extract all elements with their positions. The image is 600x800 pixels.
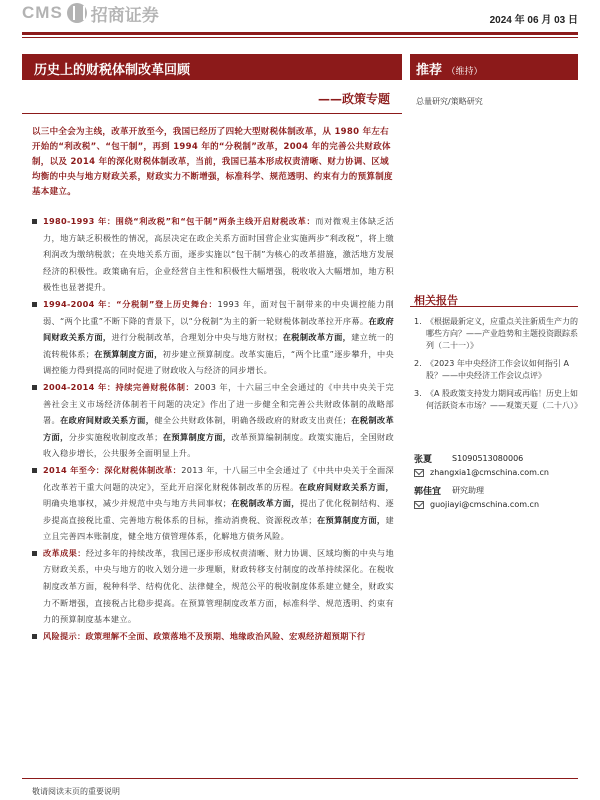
analyst-email[interactable]: guojiayi@cmschina.com.cn	[430, 500, 540, 509]
report-body	[32, 213, 394, 644]
bullet-emphasis: 在预算制度方面，	[94, 348, 163, 359]
footer-rule	[22, 778, 578, 779]
company-logo	[22, 2, 159, 24]
related-report-item[interactable]: 1. 《根据最新定义，应重点关注新质生产力的哪些方向？——产业趋势和主题投资跟踪系列（二十一）》	[414, 317, 578, 350]
bullet-text: 经过多年的持续改革，我国已逐步形成权责清晰、财力协调、区域均衡的中央与地方财政关系，中央与地方的收入划分进一步理顺，财政转移支付制度的改革持续深化。在税收制度改革方面，税种科学、结构优化、法律健全，规范公平的税收制度体系建立健全，财政实力不断增强，直接税占比稳步提高。在预算管理制度改革方面，标准科学、规范透明、约束有力的预算制度基本建立。	[43, 547, 394, 625]
report-subtitle: ——政策专题	[317, 92, 390, 106]
related-report-item[interactable]: 3. 《A 股政策支持发力期间或再临！历史上如何活跃资本市场？——观策天夏（二十八）》	[414, 389, 582, 410]
mail-icon	[414, 501, 424, 509]
related-reports-list	[414, 316, 582, 418]
analyst-name: 郭佳宜	[414, 487, 442, 497]
bullet-text: 2003 年，十六届三中全会通过的《中共中央关于完善社会主义市场经济体制若干问题的决定》作出了进一步健全和完善公共财政体制的战略部署。	[43, 381, 394, 426]
analyst-id: 研究助理	[452, 486, 484, 495]
analyst-name: 张夏	[414, 455, 433, 465]
bullet-text: 提出了优化税制结构、逐步提高直接税比重、完善地方税体系的目标，推动消费税、资源税改革；	[43, 498, 394, 525]
bullet-text: 2013 年，十八届三中全会通过了《中共中央关于全面深化改革若干重大问题的决定》，至此开启深化财税体制改革的历程。	[43, 464, 394, 492]
bullet-emphasis: 在税制改革方面，	[282, 332, 352, 343]
report-abstract: 以三中全会为主线，改革开放至今，我国已经历了四轮大型财税体制改革，从 1980 年左右开始的“利改税”、“包干制”，再到 1994 年的“分税制”改革，2004 年的完善公共财政体制，以及 2014 年的深化财税体制改革，当前，我国已基本形成权责清晰、财力协调、区域均衡的中央与地方财政关系，财政实力不断增强，标准科学、规范透明、约束有力的预算制度基本建立。	[32, 127, 393, 197]
rating	[416, 59, 483, 78]
bullet-text: 1993 年，面对包干制带来的中央调控能力削弱、“两个比重”不断下降的背景下，以“分税制”为主的新一轮财税体制改革拉开序幕。	[43, 298, 394, 326]
report-date: 2024 年 06 月 03 日	[489, 15, 578, 26]
bullet-item	[32, 379, 394, 462]
report-title: 历史上的财税体制改革回顾	[34, 63, 191, 78]
bullet-text: 而对微观主体缺乏活力，地方缺乏积极性的情况，高层决定在政企关系方面时国营企业实施两步“利改税”，将上缴利润改为缴纳税款；在央地关系方面，逐步实施以“包干制”为核心的改革措施，激活地方发展经济的积极性。政策确有后，企业经营自主性和积极性大幅增强，税收收入大幅增加，地方积极性也显著提升。	[43, 216, 394, 293]
analyst-email-row	[414, 500, 539, 509]
bullet-text: 建立且完善四本账制度，健全地方债管理体系，化解地方债务风险。	[43, 514, 394, 542]
analyst-name-row	[414, 484, 484, 497]
bullet-text: 进行分税制改革，合理划分中央与地方财权；	[111, 332, 283, 343]
mail-icon	[414, 469, 424, 477]
bullet-text: 明确央地事权，减少并规范中央与地方共同事权；	[43, 498, 232, 509]
analyst-email[interactable]: zhangxia1@cmschina.com.cn	[430, 468, 549, 477]
bullet-square-icon	[32, 634, 37, 639]
related-title: 相关报告	[414, 294, 458, 307]
bullet-heading: 2014 年至今：深化财税体制改革：	[43, 464, 182, 475]
rating-label: 推荐	[416, 63, 443, 78]
bullet-emphasis: 在税制改革方面，	[43, 415, 394, 442]
bullet-emphasis: 在预算制度方面，	[162, 431, 232, 442]
bullet-heading: 1980-1993 年：围绕“利改税”和“包干制”两条主线开启财税改革：	[43, 216, 316, 226]
bullet-item	[32, 628, 394, 645]
bullet-item	[32, 213, 394, 296]
logo-mark-icon	[67, 3, 87, 23]
bullet-square-icon	[32, 385, 37, 390]
bullet-text: 健全公共财政体制，明确各级政府的财政支出责任；	[154, 415, 352, 426]
bullet-emphasis: 在税制改革方面，	[231, 498, 300, 509]
related-report-item[interactable]: 2. 《2023 年中央经济工作会议如何指引 A 股？——中央经济工作会议点评》	[414, 359, 569, 380]
category-tag: 总量研究/策略研究	[416, 97, 483, 106]
footer-note: 敬请阅读末页的重要说明	[32, 787, 120, 796]
risk-warning: 风险提示：政策理解不全面、政策落地不及预期、地缘政治风险、宏观经济超预期下行	[43, 630, 366, 641]
bullet-square-icon	[32, 302, 37, 307]
analyst-id: S1090513080006	[452, 454, 524, 463]
bullet-text: 改革预算编制制度。政策实施后，全国财政收入稳步增长，公共服务全面明显上升。	[43, 431, 394, 459]
bullet-item	[32, 545, 394, 628]
bullet-emphasis: 在政府间财政关系方面，	[298, 481, 394, 492]
bullet-heading: 1994-2004 年：“分税制”登上历史舞台：	[43, 298, 218, 309]
title-divider	[22, 113, 402, 114]
header-rule-thin	[22, 37, 578, 38]
bullet-heading: 改革成果：	[43, 547, 86, 558]
logo-text-en: CMS	[22, 3, 63, 22]
bullet-text: 初步建立预算制度。改革实施后，“两个比重”逐步攀升，中央调控能力得到提高的同时促进了财政收入与经济的同步增长。	[43, 348, 394, 376]
bullet-square-icon	[32, 551, 37, 556]
logo-text-cn: 招商证券	[90, 5, 159, 26]
bullet-emphasis: 在政府间财政关系方面，	[43, 315, 395, 343]
analyst-name-row	[414, 452, 523, 465]
header-rule	[22, 32, 578, 35]
bullet-item	[32, 462, 394, 545]
analyst-email-row	[414, 468, 549, 477]
bullet-square-icon	[32, 219, 37, 224]
bullet-heading: 2004-2014 年：持续完善财税体制：	[43, 381, 195, 392]
bullet-text: 建立统一的流转税体系；	[43, 332, 394, 359]
bullet-square-icon	[32, 468, 37, 473]
rating-sub: （维持）	[446, 67, 483, 77]
bullet-text: 分步实施税收制度改革；	[68, 431, 163, 442]
bullet-emphasis: 在政府间财政关系方面，	[60, 415, 155, 426]
bullet-item	[32, 296, 394, 379]
bullet-emphasis: 在预算制度方面，	[316, 514, 386, 525]
